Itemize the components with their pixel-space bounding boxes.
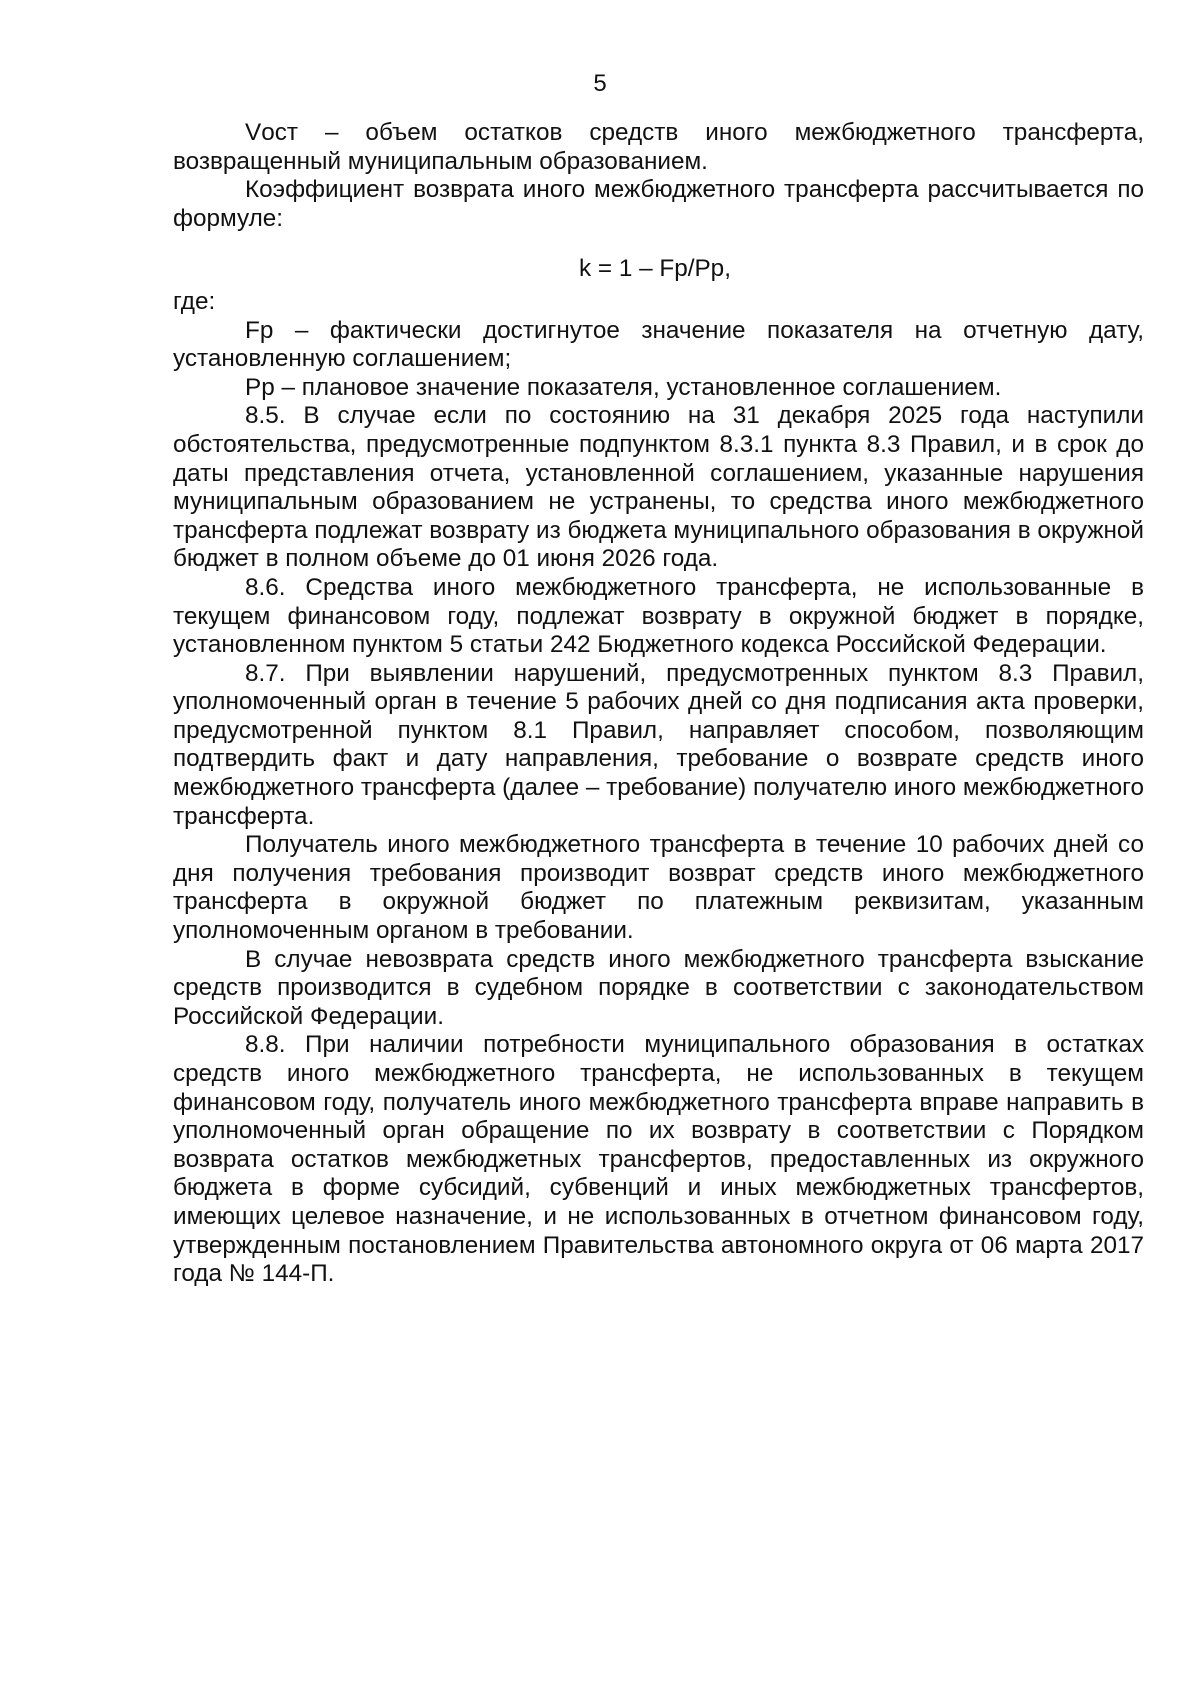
formula: k = 1 – Fp/Pp, <box>579 255 731 283</box>
paragraph-8-7: 8.7. При выявлении нарушений, предусмотренных пунктом 8.3 Правил, уполномоченный орган в течение 5 рабочих дней со дня подписания акта проверки, предусмотренной пунктом 8.1 Правил, направляет способом, позволяющим подтвердить факт и дату направления, требование о возврате средств иного межбюджетного трансферта (далее – требование) получателю иного межбюджетного трансферта. <box>173 659 1144 830</box>
paragraph-fp-definition: Fp – фактически достигнутое значение показателя на отчетную дату, установленную соглашением; <box>173 316 1144 373</box>
paragraph-pp-definition: Pp – плановое значение показателя, установленное соглашением. <box>245 373 1002 401</box>
paragraph-8-6: 8.6. Средства иного межбюджетного трансферта, не использованные в текущем финансовом году, подлежат возврату в окружной бюджет в порядке, установленном пунктом 5 статьи 242 Бюджетного кодекса Российской Федерации. <box>173 573 1144 659</box>
paragraph-where: где: <box>173 287 216 315</box>
paragraph-non-return: В случае невозврата средств иного межбюджетного трансферта взыскание средств производится в судебном порядке в соответствии с законодательством Российской Федерации. <box>173 945 1144 1030</box>
paragraph-v-ost-definition: Vост – объем остатков средств иного межбюджетного трансферта, возвращенный муниципальным образованием. <box>173 119 1144 175</box>
document-body <box>173 119 1144 1289</box>
paragraph-recipient-return: Получатель иного межбюджетного трансферта в течение 10 рабочих дней со дня получения требования производит возврат средств иного межбюджетного трансферта в окружной бюджет по платежным реквизитам, указанным уполномоченным органом в требовании. <box>173 831 1144 945</box>
paragraph-8-8: 8.8. При наличии потребности муниципального образования в остатках средств иного межбюджетного трансферта, не использованных в текущем финансовом году, получатель иного межбюджетного трансферта вправе направить в уполномоченный орган обращение по их возврату в соответствии с Порядком возврата остатков межбюджетных трансфертов, предоставленных из окружного бюджета в форме субсидий, субвенций и иных межбюджетных трансфертов, имеющих целевое назначение, и не использованных в отчетном финансовом году, утвержденным постановлением Правительства автономного округа от 06 марта 2017 года № 144-П. <box>173 1031 1144 1288</box>
paragraph-coefficient-intro: Коэффициент возврата иного межбюджетного трансферта рассчитывается по формуле: <box>173 176 1144 232</box>
paragraph-8-5: 8.5. В случае если по состоянию на 31 декабря 2025 года наступили обстоятельства, предусмотренные подпунктом 8.3.1 пункта 8.3 Правил, и в срок до даты представления отчета, установленной соглашением, указанные нарушения муниципальным образованием не устранены, то средства иного межбюджетного трансферта подлежат возврату из бюджета муниципального образования в окружной бюджет в полном объеме до 01 июня 2026 года. <box>173 402 1144 573</box>
page-number: 5 <box>593 70 607 97</box>
